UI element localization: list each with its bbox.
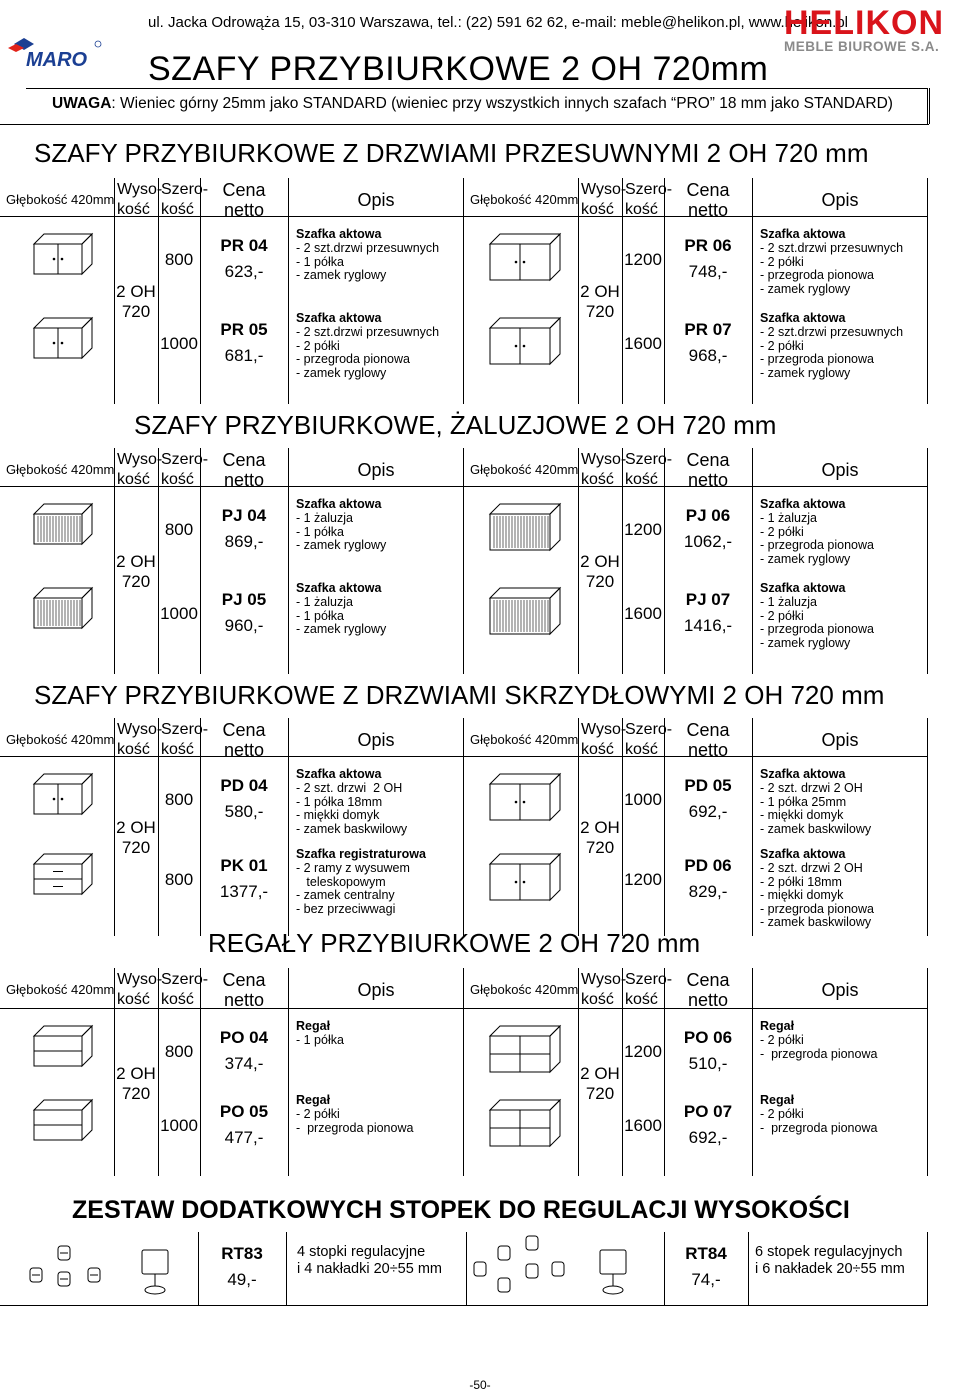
product-price: 869,- xyxy=(224,532,264,551)
table-right xyxy=(464,718,928,936)
stopki-left-desc: 4 stopki regulacyjne i 4 nakładki 20÷55 mm xyxy=(297,1244,442,1277)
width-value: 1000 xyxy=(160,334,198,353)
furniture-shutter-icon xyxy=(32,502,104,559)
height-label: 2 OH 720 xyxy=(116,1064,156,1103)
note-divider xyxy=(0,124,929,125)
description-title: Szafka aktowa xyxy=(296,767,382,781)
description-items: - 2 szt.drzwi przesuwnych - 2 półki - przegroda pionowa - zamek ryglowy xyxy=(296,325,440,380)
description-title: Szafka aktowa xyxy=(760,497,846,511)
stopki-title: ZESTAW DODATKOWYCH STOPEK DO REGULACJI WYSOKOŚCI xyxy=(72,1196,850,1224)
col-header-price: Cena netto xyxy=(686,720,730,760)
product-code: PR 07 xyxy=(684,320,732,339)
col-header-depth: Głębokość 420mm xyxy=(470,192,579,207)
product-price: 623,- xyxy=(224,262,264,281)
helikon-logo-text: HELIKON xyxy=(784,4,944,42)
description-title: Regał xyxy=(760,1019,795,1033)
width-value: 1000 xyxy=(160,1116,198,1135)
height-label: 2 OH 720 xyxy=(580,552,620,591)
description-items: - 2 półki - przegroda pionowa xyxy=(760,1107,878,1135)
furniture-drawers-icon xyxy=(32,852,104,909)
col-header-description: Opis xyxy=(821,190,859,210)
width-value: 1600 xyxy=(624,1116,662,1135)
description-items: - 2 półki - przegroda pionowa xyxy=(296,1107,414,1135)
table-left xyxy=(0,968,464,1176)
col-header-height: Wyso- kość xyxy=(581,971,627,1008)
product-price: 580,- xyxy=(224,802,264,821)
helikon-logo xyxy=(784,6,956,54)
description-title: Szafka aktowa xyxy=(296,497,382,511)
product-price: 1416,- xyxy=(683,616,733,635)
furniture-sliding-icon xyxy=(488,316,572,379)
description-items: - 2 szt. drzwi 2 OH - 1 półka 25mm - miękki domyk - zamek baskwilowy xyxy=(760,781,872,836)
description-title: Szafka registraturowa xyxy=(296,847,426,861)
furniture-shelf-icon xyxy=(32,1024,104,1081)
product-code: PO 07 xyxy=(683,1102,733,1121)
col-header-width: Szero- kość xyxy=(625,451,673,488)
width-value: 1600 xyxy=(624,334,662,353)
description-title: Regał xyxy=(760,1093,795,1107)
col-header-width: Szero- kość xyxy=(625,721,673,758)
col-header-description: Opis xyxy=(357,190,395,210)
col-header-height: Wyso- kość xyxy=(581,721,627,758)
adjustable-foot-icon xyxy=(130,1246,180,1304)
adjustable-feet-4-icon xyxy=(22,1242,112,1292)
col-header-depth: Głębokość 420mm xyxy=(6,732,115,747)
col-header-price: Cena netto xyxy=(686,180,730,220)
product-code: PR 05 xyxy=(220,320,268,339)
furniture-shelf-icon xyxy=(32,1098,104,1155)
table-left xyxy=(0,718,464,936)
section-title: REGAŁY PRZYBIURKOWE 2 OH 720 mm xyxy=(208,928,701,958)
product-code: PK 01 xyxy=(220,856,268,875)
width-value: 1200 xyxy=(624,520,662,539)
width-value: 800 xyxy=(164,870,194,889)
product-code: PJ 04 xyxy=(221,506,267,525)
description-items: - 1 żaluzja - 1 półka - zamek ryglowy xyxy=(296,511,387,552)
description-title: Szafka aktowa xyxy=(296,311,382,325)
note-label: UWAGA xyxy=(52,95,112,112)
helikon-logo-sub: MEBLE BIUROWE S.A. xyxy=(784,39,940,54)
col-header-description: Opis xyxy=(821,980,859,1000)
product-code: PJ 07 xyxy=(685,590,731,609)
product-code: PD 04 xyxy=(220,776,268,795)
col-header-width: Szero- kość xyxy=(625,971,673,1008)
width-value: 1200 xyxy=(624,1042,662,1061)
height-label: 2 OH 720 xyxy=(580,282,620,321)
col-header-description: Opis xyxy=(357,460,395,480)
col-header-height: Wyso- kość xyxy=(581,451,627,488)
product-code: PO 05 xyxy=(219,1102,269,1121)
product-price: 968,- xyxy=(688,346,728,365)
col-header-description: Opis xyxy=(357,980,395,1000)
furniture-sliding-icon xyxy=(32,232,104,289)
stopki-right-price: 74,- xyxy=(691,1270,721,1289)
adjustable-feet-6-icon xyxy=(468,1234,568,1304)
product-code: PD 05 xyxy=(684,776,732,795)
description-items: - 2 ramy z wysuwem teleskopowym - zamek centralny - bez przeciwwagi xyxy=(296,861,410,916)
width-value: 800 xyxy=(164,790,194,809)
page-title: SZAFY PRZYBIURKOWE 2 OH 720mm xyxy=(148,50,769,88)
description-items: - 1 półka xyxy=(296,1033,344,1047)
furniture-hinged-icon xyxy=(488,852,572,915)
col-header-width: Szero- kość xyxy=(625,181,673,218)
stopki-grid xyxy=(0,1232,928,1306)
product-price: 692,- xyxy=(688,802,728,821)
col-header-depth: Głębokość 420mm xyxy=(6,462,115,477)
description-items: - 2 szt. drzwi 2 OH - 1 półka 18mm - miękki domyk - zamek baskwilowy xyxy=(296,781,408,836)
maro-logo-text: MARO xyxy=(26,49,88,71)
col-header-height: Wyso- kość xyxy=(117,721,163,758)
product-price: 1377,- xyxy=(219,882,269,901)
col-header-width: Szero- kość xyxy=(161,971,209,1008)
maro-logo xyxy=(4,34,104,74)
height-label: 2 OH 720 xyxy=(580,818,620,857)
col-header-price: Cena netto xyxy=(222,180,266,220)
description-items: - 1 żaluzja - 2 półki - przegroda pionowa - zamek ryglowy xyxy=(760,595,874,650)
description-items: - 2 półki - przegroda pionowa xyxy=(760,1033,878,1061)
product-code: PR 04 xyxy=(220,236,268,255)
adjustable-foot-icon-right xyxy=(588,1246,638,1304)
product-price: 477,- xyxy=(224,1128,264,1147)
section-title: SZAFY PRZYBIURKOWE Z DRZWIAMI PRZESUWNYMI 2 OH 720 mm xyxy=(34,138,869,168)
product-price: 681,- xyxy=(224,346,264,365)
table-left xyxy=(0,448,464,674)
description-title: Szafka aktowa xyxy=(760,847,846,861)
section-title: SZAFY PRZYBIURKOWE Z DRZWIAMI SKRZYDŁOWYMI 2 OH 720 mm xyxy=(34,680,885,710)
description-title: Szafka aktowa xyxy=(296,581,382,595)
col-header-height: Wyso- kość xyxy=(117,971,163,1008)
product-price: 374,- xyxy=(224,1054,264,1073)
col-header-price: Cena netto xyxy=(686,450,730,490)
col-header-height: Wyso- kość xyxy=(117,451,163,488)
width-value: 800 xyxy=(164,520,194,539)
furniture-shutter-icon xyxy=(488,502,572,565)
col-header-width: Szero- kość xyxy=(161,721,209,758)
description-items: - 1 żaluzja - 2 półki - przegroda pionowa - zamek ryglowy xyxy=(760,511,874,566)
product-code: PJ 05 xyxy=(221,590,267,609)
product-code: PR 06 xyxy=(684,236,732,255)
furniture-hinged-icon xyxy=(32,772,104,829)
description-items: - 2 szt.drzwi przesuwnych - 1 półka - zamek ryglowy xyxy=(296,241,440,282)
stopki-left-code: RT83 xyxy=(221,1244,263,1263)
height-label: 2 OH 720 xyxy=(116,552,156,591)
product-price: 748,- xyxy=(688,262,728,281)
table-right xyxy=(464,178,928,404)
col-header-description: Opis xyxy=(821,730,859,750)
stopki-left-price: 49,- xyxy=(227,1270,257,1289)
col-header-depth: Głębokośc 420mm xyxy=(470,982,579,997)
col-header-price: Cena netto xyxy=(222,970,266,1010)
col-header-description: Opis xyxy=(357,730,395,750)
col-header-price: Cena netto xyxy=(222,720,266,760)
description-title: Szafka aktowa xyxy=(760,311,846,325)
col-header-description: Opis xyxy=(821,460,859,480)
product-price: 692,- xyxy=(688,1128,728,1147)
description-items: - 1 żaluzja - 1 półka - zamek ryglowy xyxy=(296,595,387,636)
width-value: 1200 xyxy=(624,870,662,889)
furniture-sliding-icon xyxy=(488,232,572,295)
width-value: 800 xyxy=(164,250,194,269)
product-price: 960,- xyxy=(224,616,264,635)
note-text: : Wieniec górny 25mm jako STANDARD (wieniec przy wszystkich innych szafach “PRO” 18 mm jako STANDARD) xyxy=(111,95,893,112)
furniture-shutter-icon xyxy=(32,586,104,643)
furniture-shelf-icon xyxy=(488,1098,572,1161)
width-value: 800 xyxy=(164,1042,194,1061)
description-title: Szafka aktowa xyxy=(760,227,846,241)
col-header-depth: Głębokość 420mm xyxy=(6,192,115,207)
furniture-hinged-icon xyxy=(488,772,572,835)
width-value: 1000 xyxy=(160,604,198,623)
product-price: 510,- xyxy=(688,1054,728,1073)
height-label: 2 OH 720 xyxy=(580,1064,620,1103)
furniture-shutter-icon xyxy=(488,586,572,649)
stopki-right-code: RT84 xyxy=(685,1244,727,1263)
height-label: 2 OH 720 xyxy=(116,818,156,857)
col-header-price: Cena netto xyxy=(222,450,266,490)
note-box xyxy=(26,88,928,124)
product-code: PD 06 xyxy=(684,856,732,875)
description-title: Regał xyxy=(296,1093,331,1107)
col-header-width: Szero- kość xyxy=(161,181,209,218)
product-code: PO 04 xyxy=(219,1028,269,1047)
col-header-height: Wyso- kość xyxy=(117,181,163,218)
col-header-width: Szero- kość xyxy=(161,451,209,488)
table-left xyxy=(0,178,464,404)
product-price: 1062,- xyxy=(683,532,733,551)
description-items: - 2 szt. drzwi 2 OH - 2 półki 18mm - miękki domyk - przegroda pionowa - zamek baskwilowy xyxy=(760,861,874,929)
note-right-border xyxy=(929,88,930,124)
col-header-depth: Głębokość 420mm xyxy=(6,982,115,997)
col-header-depth: Głębokość 420mm xyxy=(470,732,579,747)
product-price: 829,- xyxy=(688,882,728,901)
description-title: Szafka aktowa xyxy=(296,227,382,241)
section-title: SZAFY PRZYBIURKOWE, ŻALUZJOWE 2 OH 720 mm xyxy=(134,410,777,440)
table-right xyxy=(464,968,928,1176)
width-value: 1200 xyxy=(624,250,662,269)
height-label: 2 OH 720 xyxy=(116,282,156,321)
page-number: -50- xyxy=(469,1378,491,1392)
description-items: - 2 szt.drzwi przesuwnych - 2 półki - przegroda pionowa - zamek ryglowy xyxy=(760,325,904,380)
stopki-right-desc: 6 stopek regulacyjnych i 6 nakładek 20÷55 mm xyxy=(755,1244,905,1277)
col-header-depth: Głębokość 420mm xyxy=(470,462,579,477)
description-items: - 2 szt.drzwi przesuwnych - 2 półki - przegroda pionowa - zamek ryglowy xyxy=(760,241,904,296)
company-address: ul. Jacka Odrowąża 15, 03-310 Warszawa, tel.: (22) 591 62 62, e-mail: meble@helikon.pl, www.helikon.pl xyxy=(148,14,849,31)
description-title: Szafka aktowa xyxy=(760,581,846,595)
furniture-sliding-icon xyxy=(32,316,104,373)
description-title: Szafka aktowa xyxy=(760,767,846,781)
furniture-shelf-icon xyxy=(488,1024,572,1087)
width-value: 1600 xyxy=(624,604,662,623)
col-header-price: Cena netto xyxy=(686,970,730,1010)
width-value: 1000 xyxy=(624,790,662,809)
product-code: PO 06 xyxy=(683,1028,733,1047)
col-header-height: Wyso- kość xyxy=(581,181,627,218)
table-right xyxy=(464,448,928,674)
product-code: PJ 06 xyxy=(685,506,731,525)
description-title: Regał xyxy=(296,1019,331,1033)
